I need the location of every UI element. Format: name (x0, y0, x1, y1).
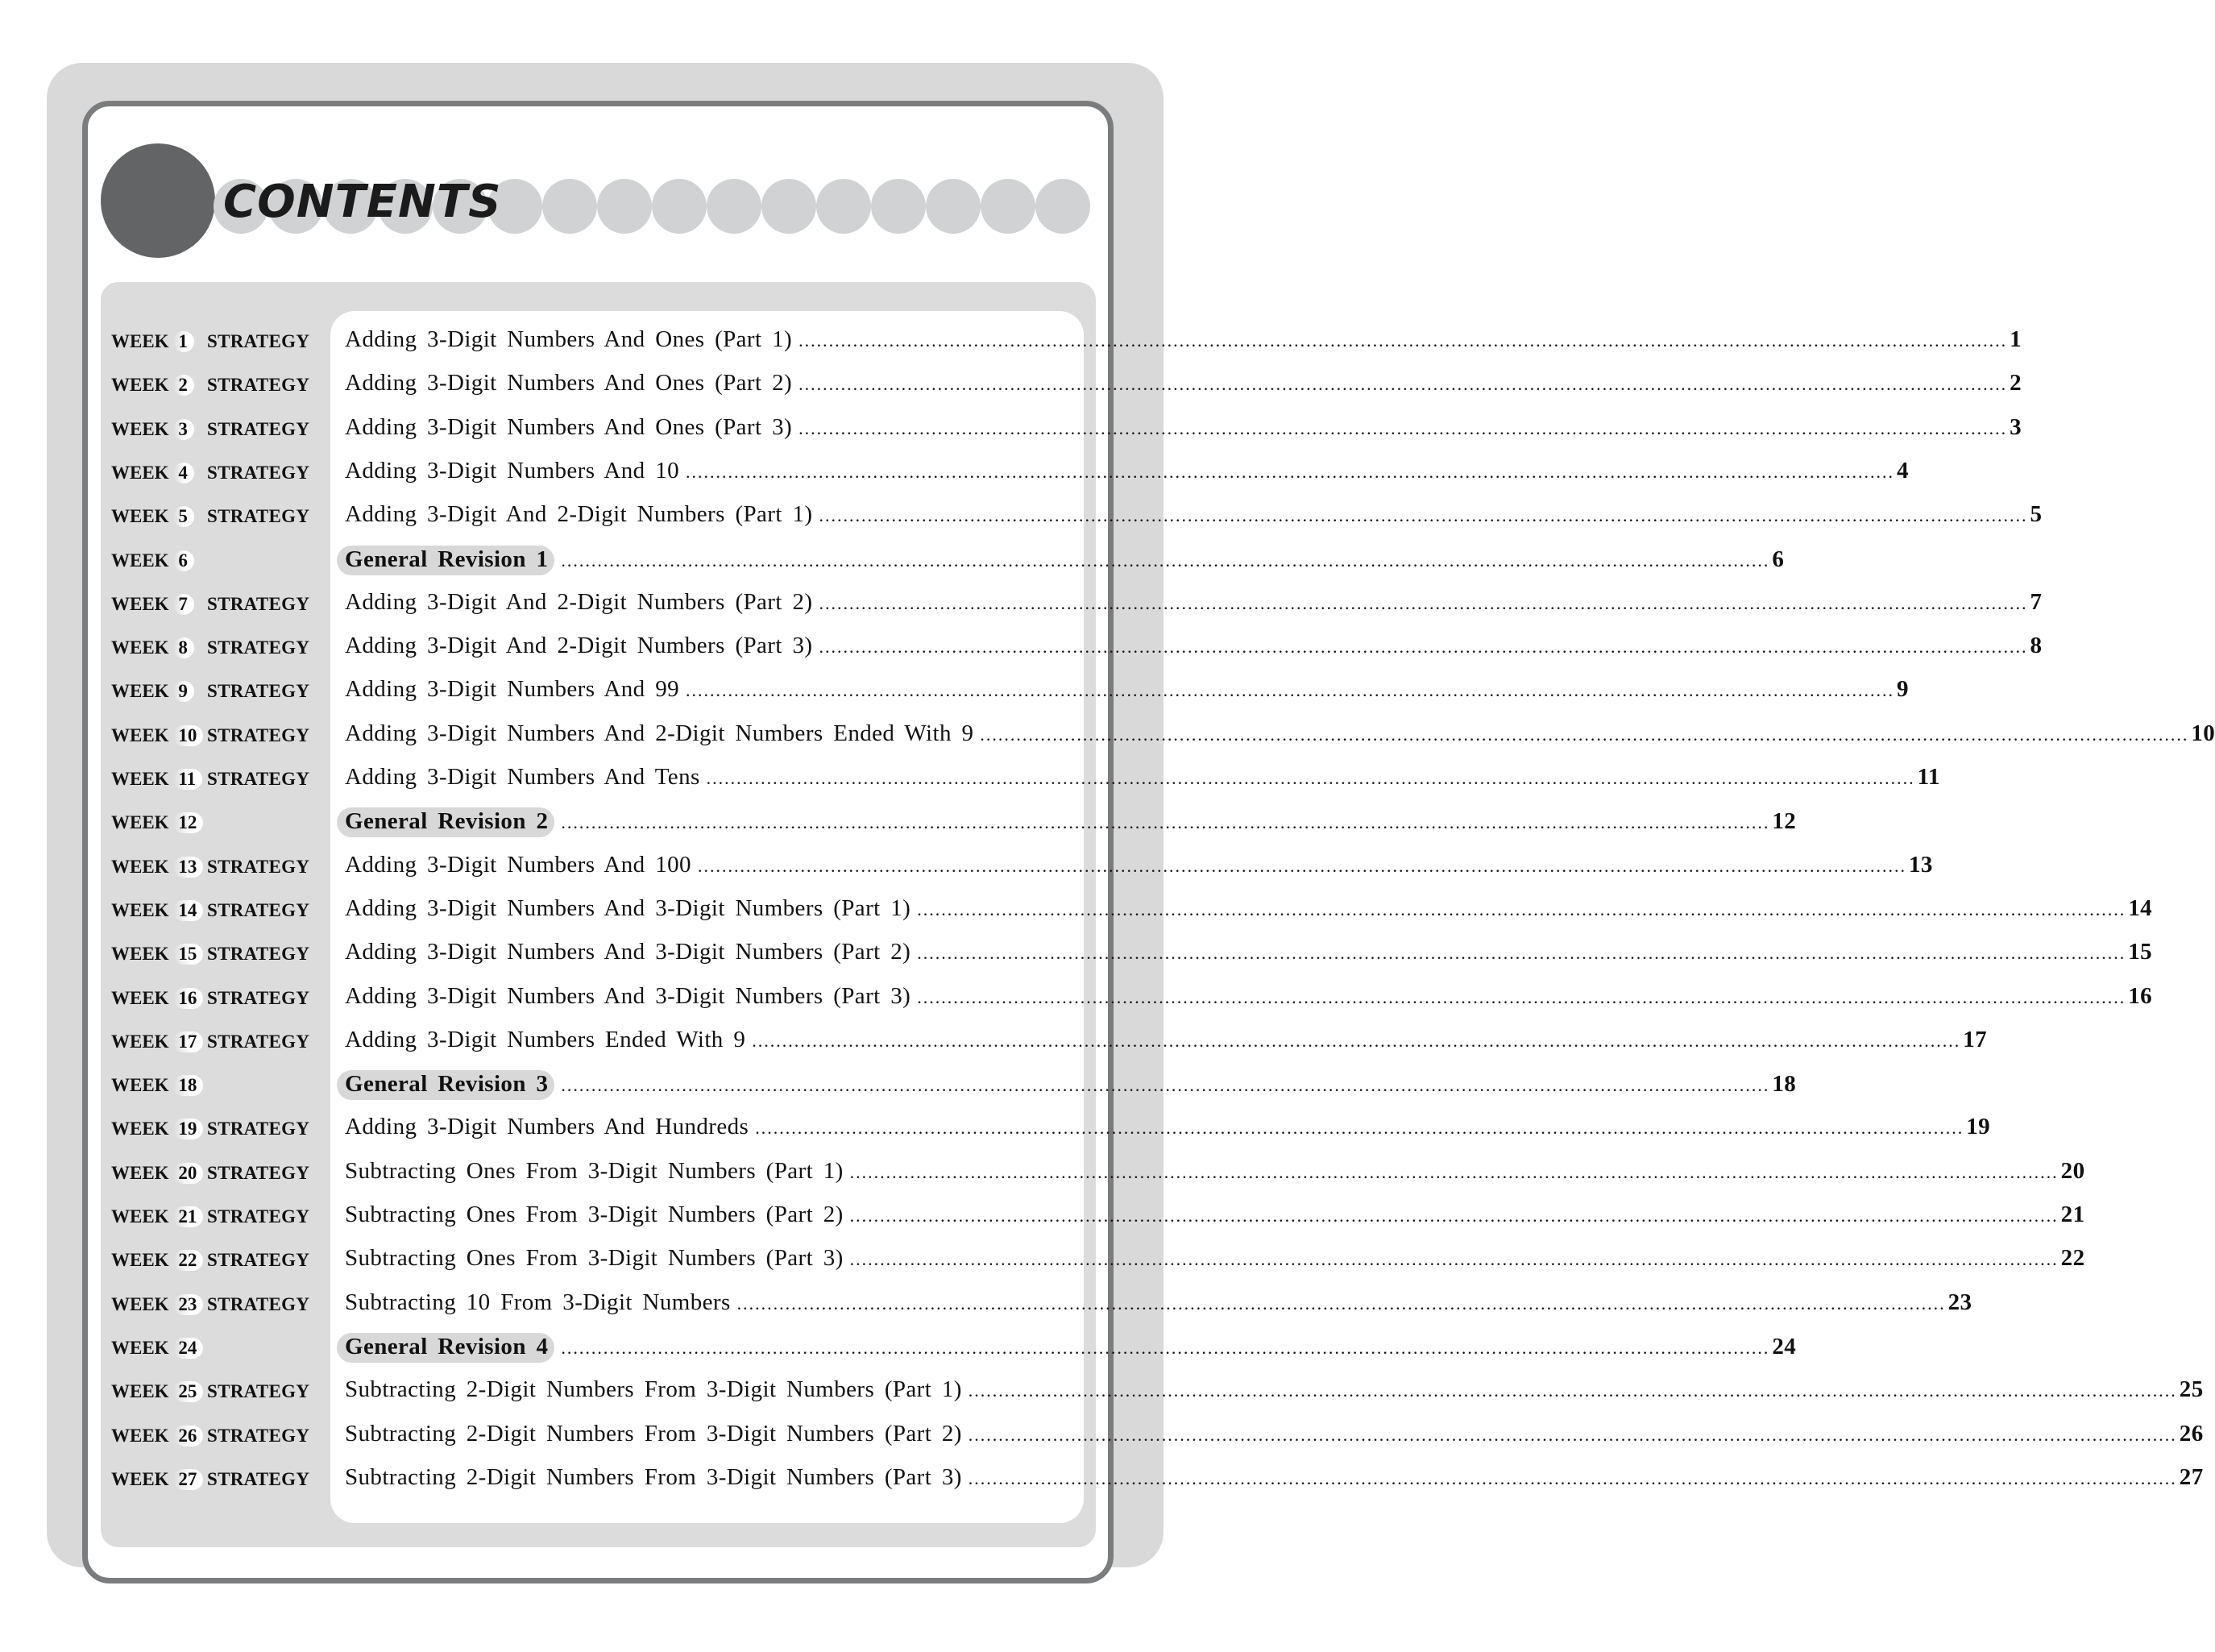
week-number: 23 (173, 1294, 203, 1315)
week-number: 7 (173, 594, 194, 615)
dot-leader: ........................................................................................................................................................................................................ (849, 1161, 2059, 1182)
week-number: 22 (173, 1250, 203, 1271)
week-number: 12 (173, 812, 203, 833)
dot-leader: ........................................................................................................................................................................................................ (561, 550, 1770, 571)
strategy-label: STRATEGY (207, 899, 310, 920)
toc-row (0, 801, 1797, 845)
week-number: 14 (173, 900, 203, 921)
week-label (111, 1294, 203, 1315)
dot-leader: ........................................................................................................................................................................................................ (968, 1424, 2177, 1445)
page-number: 23 (1947, 1289, 1972, 1315)
topic-entry[interactable] (345, 501, 2043, 528)
topic-entry[interactable] (345, 1376, 2204, 1403)
week-label (111, 1163, 203, 1184)
page-number: 3 (2010, 413, 2022, 440)
week-label (111, 812, 203, 833)
week-label (111, 331, 194, 352)
toc-row (0, 670, 1909, 713)
week-label (111, 725, 203, 746)
page-number: 2 (2010, 370, 2022, 396)
toc-row (0, 583, 2043, 626)
strategy-label: STRATEGY (207, 1250, 310, 1271)
dot-leader: ........................................................................................................................................................................................................ (798, 374, 2008, 395)
week-word: WEEK (111, 1119, 169, 1139)
week-word: WEEK (111, 1031, 169, 1052)
strategy-label: STRATEGY (207, 1206, 310, 1227)
topic-title: Adding 3-Digit Numbers And 10 (345, 457, 680, 484)
topic-entry[interactable] (345, 633, 2043, 659)
week-label (111, 1119, 203, 1139)
topic-title: Adding 3-Digit Numbers And Ones (Part 3) (345, 413, 793, 440)
week-number: 3 (173, 419, 194, 440)
strategy-label: STRATEGY (207, 1031, 310, 1052)
week-word: WEEK (111, 724, 169, 745)
toc-row (0, 758, 1940, 801)
week-number: 19 (173, 1119, 203, 1139)
toc-row (0, 714, 2215, 758)
week-label (111, 375, 194, 396)
topic-title: Subtracting 10 From 3-Digit Numbers (345, 1289, 731, 1315)
strategy-label: STRATEGY (207, 1162, 310, 1183)
topic-entry[interactable] (345, 939, 2153, 965)
revision-entry[interactable] (345, 1070, 1797, 1100)
week-label (111, 1031, 203, 1052)
toc-row (0, 977, 2153, 1020)
week-number: 4 (173, 463, 194, 484)
week-word: WEEK (111, 418, 169, 439)
page-number: 4 (1897, 457, 1909, 484)
dot-leader: ........................................................................................................................................................................................................ (686, 461, 1895, 482)
topic-entry[interactable] (345, 1026, 1988, 1053)
week-number: 6 (173, 550, 194, 571)
toc-row (0, 363, 2022, 407)
page-number: 7 (2030, 588, 2043, 615)
dot-leader: ........................................................................................................................................................................................................ (752, 1030, 1961, 1051)
strategy-label: STRATEGY (207, 418, 310, 439)
week-word: WEEK (111, 506, 169, 527)
week-number: 2 (173, 375, 194, 396)
topic-title: Adding 3-Digit Numbers And 3-Digit Numbers (Part 3) (345, 982, 911, 1009)
topic-entry[interactable] (345, 894, 2153, 922)
topic-entry[interactable] (345, 1202, 2085, 1228)
strategy-label: STRATEGY (207, 769, 310, 789)
strategy-label: STRATEGY (207, 637, 310, 658)
week-number: 20 (173, 1163, 203, 1184)
topic-title: Adding 3-Digit Numbers And Tens (345, 764, 700, 790)
page-number: 12 (1772, 808, 1797, 835)
dot-leader: ........................................................................................................................................................................................................ (980, 724, 2189, 745)
toc-row (0, 1064, 1797, 1107)
dot-leader: ........................................................................................................................................................................................................ (849, 1249, 2059, 1270)
week-number: 16 (173, 988, 203, 1009)
toc-row (0, 845, 1933, 889)
toc-row (0, 408, 2022, 451)
week-word: WEEK (111, 1381, 169, 1402)
page-number: 16 (2128, 982, 2153, 1009)
page-number: 27 (2179, 1463, 2204, 1490)
page-number: 18 (1772, 1071, 1797, 1098)
topic-title: Adding 3-Digit Numbers Ended With 9 (345, 1026, 746, 1052)
topic-title: Adding 3-Digit Numbers And Ones (Part 1) (345, 326, 793, 352)
toc-row (0, 1239, 2085, 1282)
week-number: 9 (173, 681, 194, 702)
strategy-label: STRATEGY (207, 593, 310, 614)
week-word: WEEK (111, 812, 169, 833)
page-number: 17 (1963, 1026, 1988, 1052)
page-number: 1 (2010, 326, 2022, 352)
week-label (111, 1075, 203, 1096)
week-label (111, 1250, 203, 1271)
week-number: 11 (173, 769, 202, 790)
page-title: CONTENTS (223, 176, 502, 228)
week-label (111, 681, 194, 702)
page-number: 11 (1917, 764, 1940, 790)
topic-title: Subtracting 2-Digit Numbers From 3-Digit Numbers (Part 1) (345, 1376, 962, 1403)
page-number: 20 (2060, 1157, 2085, 1184)
strategy-label: STRATEGY (207, 724, 310, 745)
week-label (111, 1469, 203, 1490)
page-number: 24 (1772, 1333, 1797, 1359)
page-number: 19 (1966, 1114, 1990, 1140)
week-number: 10 (173, 725, 203, 746)
topic-entry[interactable] (345, 1463, 2204, 1491)
week-label (111, 900, 203, 921)
page-number: 8 (2030, 633, 2043, 659)
topic-entry[interactable] (345, 1114, 1990, 1140)
topic-title: Adding 3-Digit Numbers And 100 (345, 851, 691, 878)
revision-entry[interactable] (345, 546, 1785, 575)
topic-title: General Revision 3 (337, 1070, 554, 1100)
strategy-label: STRATEGY (207, 1425, 310, 1446)
dot-leader: ........................................................................................................................................................................................................ (819, 592, 2028, 613)
week-label (111, 463, 194, 484)
week-word: WEEK (111, 1206, 169, 1227)
dot-leader: ........................................................................................................................................................................................................ (561, 812, 1770, 833)
week-label (111, 1338, 203, 1359)
topic-entry[interactable] (345, 676, 1909, 703)
week-number: 26 (173, 1426, 203, 1447)
week-label (111, 944, 203, 965)
week-number: 5 (173, 506, 194, 527)
week-label (111, 769, 202, 790)
toc-row (0, 539, 1785, 583)
toc-row (0, 1414, 2204, 1458)
toc-row (0, 1107, 1990, 1151)
dot-leader: ........................................................................................................................................................................................................ (849, 1206, 2059, 1226)
week-word: WEEK (111, 1425, 169, 1446)
topic-title: Subtracting Ones From 3-Digit Numbers (Part 2) (345, 1202, 844, 1227)
week-word: WEEK (111, 1293, 169, 1314)
week-word: WEEK (111, 1337, 169, 1358)
topic-title: Adding 3-Digit Numbers And 3-Digit Numbers (Part 2) (345, 939, 911, 965)
toc-row (0, 1020, 1988, 1064)
topic-entry[interactable] (345, 413, 2022, 441)
strategy-label: STRATEGY (207, 987, 310, 1008)
week-word: WEEK (111, 681, 169, 702)
topic-title: Adding 3-Digit And 2-Digit Numbers (Part 1) (345, 501, 813, 528)
topic-title: Subtracting Ones From 3-Digit Numbers (Part 3) (345, 1245, 844, 1272)
topic-title: Adding 3-Digit Numbers And Hundreds (345, 1114, 749, 1140)
dot-leader: ........................................................................................................................................................................................................ (706, 768, 1915, 788)
topic-title: General Revision 4 (337, 1333, 554, 1363)
strategy-label: STRATEGY (207, 375, 310, 396)
dot-leader: ........................................................................................................................................................................................................ (917, 899, 2126, 919)
strategy-label: STRATEGY (207, 856, 310, 877)
dot-leader: ........................................................................................................................................................................................................ (561, 1337, 1770, 1358)
page-number: 25 (2179, 1376, 2204, 1403)
dot-leader: ........................................................................................................................................................................................................ (968, 1380, 2177, 1401)
week-label (111, 857, 203, 878)
topic-title: Subtracting 2-Digit Numbers From 3-Digit Numbers (Part 3) (345, 1463, 962, 1490)
week-word: WEEK (111, 856, 169, 877)
week-word: WEEK (111, 944, 169, 965)
strategy-label: STRATEGY (207, 1119, 310, 1139)
topic-entry[interactable] (345, 1420, 2204, 1447)
page-number: 26 (2179, 1420, 2204, 1447)
topic-title: General Revision 2 (337, 807, 554, 837)
topic-title: Subtracting 2-Digit Numbers From 3-Digit Numbers (Part 2) (345, 1420, 962, 1447)
week-word: WEEK (111, 1468, 169, 1489)
page-number: 15 (2128, 939, 2153, 965)
week-number: 27 (173, 1469, 203, 1490)
toc-row (0, 1326, 1797, 1370)
week-word: WEEK (111, 375, 169, 396)
dot-leader: ........................................................................................................................................................................................................ (968, 1467, 2177, 1488)
strategy-label: STRATEGY (207, 506, 310, 527)
week-label (111, 637, 194, 658)
topic-title: Adding 3-Digit Numbers And 99 (345, 676, 680, 703)
revision-entry[interactable] (345, 807, 1797, 837)
toc-row (0, 451, 1909, 495)
dot-leader: ........................................................................................................................................................................................................ (917, 943, 2126, 964)
topic-entry[interactable] (345, 982, 2153, 1010)
week-word: WEEK (111, 769, 169, 789)
topic-entry[interactable] (345, 588, 2043, 616)
dot-leader: ........................................................................................................................................................................................................ (819, 637, 2028, 658)
week-word: WEEK (111, 1075, 169, 1096)
week-word: WEEK (111, 550, 169, 571)
strategy-label: STRATEGY (207, 1468, 310, 1489)
week-number: 8 (173, 637, 194, 658)
topic-title: Adding 3-Digit Numbers And 2-Digit Numbers Ended With 9 (345, 720, 974, 746)
week-word: WEEK (111, 899, 169, 920)
strategy-label: STRATEGY (207, 681, 310, 702)
dot-leader: ........................................................................................................................................................................................................ (798, 330, 2008, 351)
week-word: WEEK (111, 462, 169, 483)
page-number: 10 (2191, 720, 2215, 746)
week-word: WEEK (111, 331, 169, 351)
topic-entry[interactable] (345, 457, 1909, 484)
page-number: 5 (2030, 501, 2043, 528)
week-word: WEEK (111, 987, 169, 1008)
week-label (111, 419, 194, 440)
dot-leader: ........................................................................................................................................................................................................ (917, 986, 2126, 1007)
page-number: 9 (1897, 676, 1909, 703)
topic-entry[interactable] (345, 370, 2022, 396)
week-number: 17 (173, 1031, 203, 1052)
strategy-label: STRATEGY (207, 331, 310, 351)
revision-entry[interactable] (345, 1333, 1797, 1363)
dot-leader: ........................................................................................................................................................................................................ (686, 680, 1895, 701)
topic-entry[interactable] (345, 1157, 2085, 1185)
strategy-label: STRATEGY (207, 944, 310, 965)
toc-row (0, 626, 2043, 670)
topic-title: Adding 3-Digit And 2-Digit Numbers (Part 3) (345, 633, 813, 659)
week-label (111, 1206, 203, 1227)
topic-entry[interactable] (345, 851, 1933, 878)
topic-entry[interactable] (345, 720, 2215, 747)
week-word: WEEK (111, 593, 169, 614)
toc-row (0, 889, 2153, 932)
topic-title: Adding 3-Digit Numbers And Ones (Part 2) (345, 370, 793, 396)
week-label (111, 550, 194, 571)
week-number: 21 (173, 1206, 203, 1227)
week-label (111, 594, 194, 615)
topic-title: Subtracting Ones From 3-Digit Numbers (Part 1) (345, 1157, 844, 1184)
week-number: 15 (173, 944, 203, 965)
topic-title: Adding 3-Digit Numbers And 3-Digit Numbers (Part 1) (345, 894, 911, 921)
dot-leader: ........................................................................................................................................................................................................ (736, 1293, 1946, 1314)
page-number: 13 (1908, 851, 1933, 878)
week-word: WEEK (111, 637, 169, 658)
week-label (111, 988, 203, 1009)
page-number: 14 (2128, 894, 2153, 921)
week-label (111, 506, 194, 527)
strategy-label: STRATEGY (207, 462, 310, 483)
week-number: 24 (173, 1338, 203, 1359)
dot-leader: ........................................................................................................................................................................................................ (798, 417, 2008, 438)
page-number: 21 (2060, 1202, 2085, 1227)
dot-leader: ........................................................................................................................................................................................................ (819, 505, 2028, 526)
week-label (111, 1381, 203, 1402)
week-label (111, 1426, 203, 1447)
page-number: 22 (2060, 1245, 2085, 1272)
week-number: 25 (173, 1381, 203, 1402)
toc-row (0, 1370, 2204, 1413)
week-number: 18 (173, 1075, 203, 1096)
strategy-label: STRATEGY (207, 1381, 310, 1402)
toc-row (0, 1195, 2085, 1239)
week-word: WEEK (111, 1250, 169, 1271)
toc-row (0, 495, 2043, 538)
dot-leader: ........................................................................................................................................................................................................ (697, 855, 1906, 876)
dot-leader: ........................................................................................................................................................................................................ (755, 1118, 1964, 1139)
dot-leader: ........................................................................................................................................................................................................ (561, 1075, 1770, 1096)
week-word: WEEK (111, 1162, 169, 1183)
week-number: 13 (173, 857, 203, 878)
topic-entry[interactable] (345, 1245, 2085, 1272)
topic-title: General Revision 1 (337, 546, 554, 575)
toc-row (0, 1458, 2204, 1501)
toc-row (0, 1283, 1972, 1326)
topic-entry[interactable] (345, 1289, 1972, 1316)
toc-row (0, 1152, 2085, 1195)
week-number: 1 (173, 331, 194, 352)
toc-row (0, 320, 2022, 363)
strategy-label: STRATEGY (207, 1293, 310, 1314)
page-number: 6 (1772, 546, 1785, 572)
topic-title: Adding 3-Digit And 2-Digit Numbers (Part 2) (345, 588, 813, 615)
toc-row (0, 932, 2153, 976)
topic-entry[interactable] (345, 764, 1940, 791)
topic-entry[interactable] (345, 326, 2022, 353)
